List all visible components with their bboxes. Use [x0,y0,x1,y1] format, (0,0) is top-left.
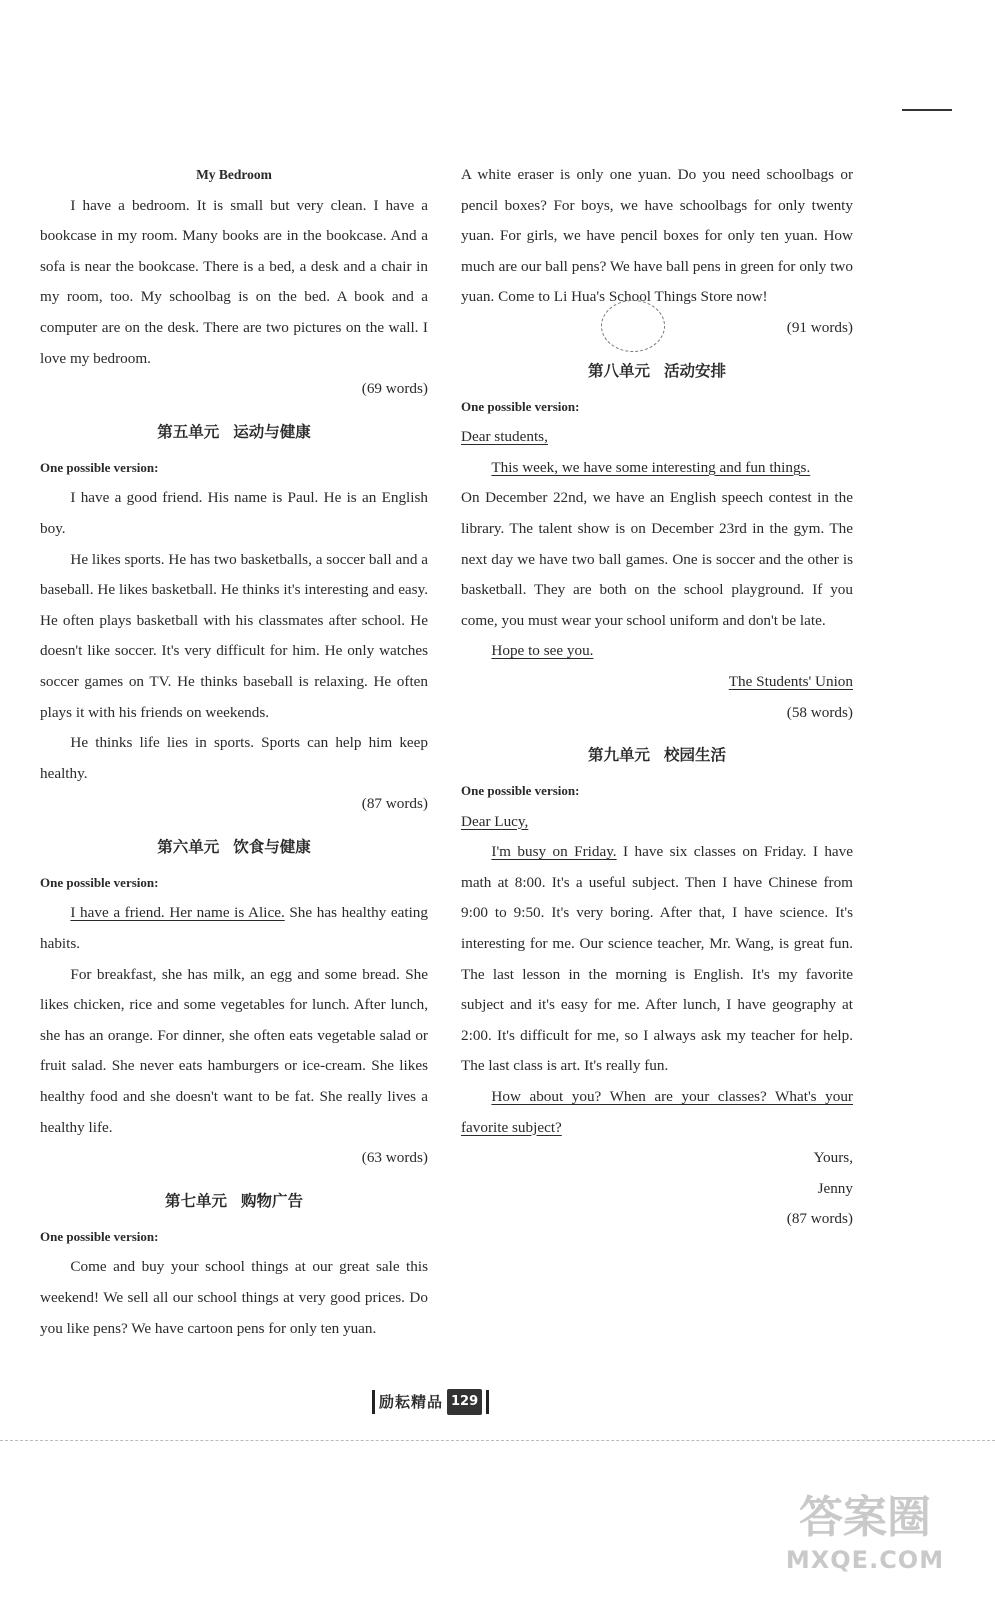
unit9-body [461,837,853,1082]
unit5-heading [40,417,428,447]
unit9-number: 第九单元 [587,746,650,765]
unit5-label: One possible version: [40,459,159,475]
unit5-word-count: (87 words) [361,795,428,813]
unit6-paragraph-1-rest: She has healthy eating habits. [40,904,428,953]
unit5-topic: 运动与健康 [233,422,311,441]
unit6-label: One possible version: [40,874,159,890]
unit9-label: One possible version: [461,783,580,799]
watermark [760,1490,970,1574]
unit9-topic: 校园生活 [664,746,727,765]
unit6-topic: 饮食与健康 [233,837,311,856]
bedroom-text: I have a bedroom. It is small but very clean. I have a bookcase in my room. Many books are in the bookcase. And a sofa is near the bookcase. There is a bed, a desk and a chair in my room, too. My schoolbag is on the bed. A book and a computer are on the desk. There are two pictures on the wall. I love my bedroom. [40,196,428,367]
unit8-label: One possible version: [461,398,580,414]
unit7-label: One possible version: [40,1228,159,1244]
page-number: 129 [447,1389,482,1415]
unit9-heading [461,740,853,770]
stamp-mark [601,300,665,352]
footer-divider [0,1440,995,1441]
unit6-number: 第六单元 [157,837,220,856]
watermark-line-1: 答案圈 [799,1492,931,1543]
left-column [40,160,428,1344]
unit5-number: 第五单元 [157,422,220,441]
unit8-body: On December 22nd, we have an English speech contest in the library. The talent show is on December 23rd in the gym. The next day we have two ball games. One is soccer and the other is basketball. They are both on the school playground. If you come, you must wear your school uniform and don't be late. [461,489,853,629]
unit8-heading [461,356,853,386]
unit7-number: 第七单元 [164,1191,227,1210]
page-footer [372,1388,489,1415]
unit5-paragraph-2: He likes sports. He has two basketballs, a soccer ball and a baseball. He likes basketball. He thinks it's interesting and easy. He often plays basketball with his classmates after school. He doesn't like soccer. It's very difficult for him. He only watches soccer games on TV. He thinks baseball is relaxing. He often plays it with his friends on weekends. [40,550,428,721]
unit8-intro: This week, we have some interesting and fun things. [491,458,811,476]
watermark-line-2: MXQE.COM [785,1546,945,1574]
unit7-continued: A white eraser is only one yuan. Do you need schoolbags or pencil boxes? For boys, we have schoolbags for only twenty yuan. For girls, we have pencil boxes for only ten yuan. How much are our ball pens? We have ball pens in green for only two yuan. Come to Li Hua's School Things Store now! [461,166,853,306]
footer-bar-right [486,1390,489,1414]
unit6-topic-sentence: I have a friend. Her name is Alice. [70,904,285,922]
unit5-paragraph-1: I have a good friend. His name is Paul. He is an English boy. [40,489,428,537]
unit8-signature: The Students' Union [728,672,853,690]
unit9-greeting: Dear Lucy, [461,812,529,830]
unit8-word-count: (58 words) [786,703,853,721]
unit8-closing: Hope to see you. [491,642,594,660]
unit9-question: How about you? When are your classes? What's your favorite subject? [461,1088,853,1136]
unit8-greeting: Dear students, [461,428,548,446]
unit9-body-text: I have six classes on Friday. I have math at 8:00. It's a useful subject. Then I have Chinese from 9:00 to 9:50. It's very boring. After that, I have science. It's interesting for me. Our science teacher, Mr. Wang, is great fun. The last lesson in the morning is English. It's my favorite subject and it's easy for me. After lunch, I have geography at 2:00. It's difficult for me, so I always ask my teacher for help. The last class is art. It's really fun. [461,843,853,1075]
unit7-word-count: (91 words) [786,318,853,336]
unit7-heading [40,1186,428,1216]
unit6-heading [40,832,428,862]
unit6-paragraph-1 [40,898,428,959]
footer-bar-left [372,1390,375,1414]
top-rule [902,109,952,111]
bedroom-word-count: (69 words) [361,380,428,398]
unit8-topic: 活动安排 [664,361,727,380]
unit9-name: Jenny [817,1179,853,1197]
footer-brand: 励耘精品 [379,1392,444,1411]
unit9-word-count: (87 words) [786,1210,853,1228]
unit9-yours: Yours, [813,1149,853,1167]
unit9-topic-sentence: I'm busy on Friday. [491,843,617,861]
unit7-paragraph-1: Come and buy your school things at our great sale this weekend! We sell all our school things at very good prices. Do you like pens? We have cartoon pens for only ten yuan. [40,1258,428,1337]
unit8-number: 第八单元 [587,361,650,380]
unit7-topic: 购物广告 [241,1191,304,1210]
bedroom-title: My Bedroom [196,167,272,182]
unit6-word-count: (63 words) [361,1149,428,1167]
unit5-paragraph-3: He thinks life lies in sports. Sports can help him keep healthy. [40,734,428,782]
unit6-paragraph-2: For breakfast, she has milk, an egg and some bread. She likes chicken, rice and some vegetables for lunch. After lunch, she has an orange. For dinner, she often eats vegetable salad or fruit salad. She never eats hamburgers or ice-cream. She likes healthy food and she doesn't want to be fat. She really lives a healthy life. [40,965,428,1136]
